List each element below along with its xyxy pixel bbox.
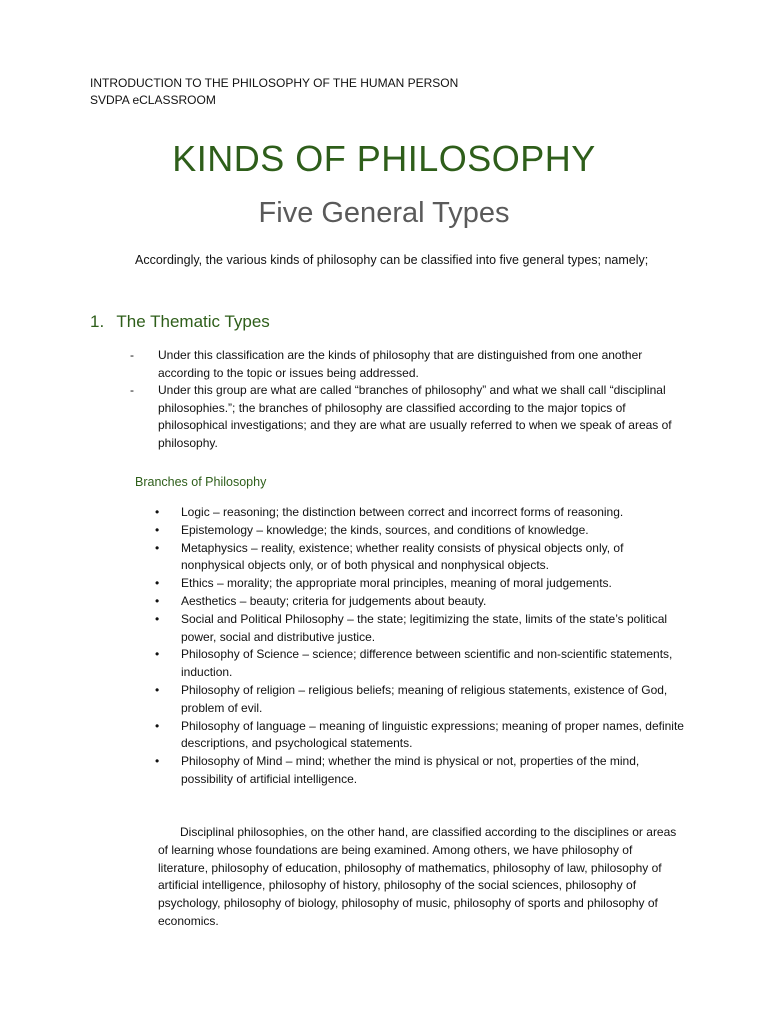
list-item [155,575,685,593]
list-item [155,540,685,576]
bullet-icon: • [155,611,160,626]
branch-text: Epistemology – knowledge; the kinds, sources, and conditions of knowledge. [181,522,589,537]
list-item [130,347,680,382]
section-title: The Thematic Types [116,312,270,331]
bullet-icon: • [155,647,160,662]
closing-paragraph: Disciplinal philosophies, on the other hand, are classified according to the disciplines or areas of learning whose foundations are being examined. Among others, we have philosophy of literature, philosophy of education, philosophy of mathematics, philosophy of law, philosophy of artificial intelligence, philosophy of history, philosophy of the social sciences, philosophy of psychology, philosophy of biology, philosophy of music, philosophy of sports and philosophy of economics. [158,825,677,928]
page-title: KINDS OF PHILOSOPHY [172,138,596,179]
bullet-icon: • [155,522,160,537]
bullet-icon: • [155,576,160,591]
branch-text: Philosophy of Mind – mind; whether the mind is physical or not, properties of the mind, possibility of artificial intelligence. [181,754,640,786]
bullet-icon: • [155,540,160,555]
branch-text: Philosophy of language – meaning of linguistic expressions; meaning of proper names, definite descriptions, and psychological statements. [181,718,684,751]
bullet-icon: • [155,593,160,608]
list-item [155,682,685,718]
branches-heading: Branches of Philosophy [135,475,267,489]
list-item [155,504,685,522]
branch-text: Aesthetics – beauty; criteria for judgements about beauty. [181,593,487,608]
list-item [155,753,685,789]
course-title: INTRODUCTION TO THE PHILOSOPHY OF THE HUMAN PERSON [90,76,459,90]
list-item [155,611,685,647]
list-item [130,382,680,452]
thematic-points-list [130,347,680,452]
section-heading-thematic-types [90,310,270,334]
page-subtitle: Five General Types [258,197,510,229]
branch-text: Metaphysics – reality, existence; whether reality consists of physical objects only, of nonphysical objects only, or of both physical and nonphysical objects. [181,540,624,573]
bullet-icon: • [155,754,160,769]
list-item-text: Under this classification are the kinds of philosophy that are distinguished from one another according to the topic or issues being addressed. [158,348,643,380]
branch-text: Philosophy of Science – science; difference between scientific and non-scientific statements, induction. [181,647,673,680]
bullet-icon: • [155,682,160,697]
list-item [155,522,685,540]
branch-text: Philosophy of religion – religious beliefs; meaning of religious statements, existence of God, problem of evil. [181,682,668,715]
intro-paragraph: Accordingly, the various kinds of philosophy can be classified into five general types; namely; [135,253,649,267]
branch-text: Ethics – morality; the appropriate moral principles, meaning of moral judgements. [181,576,612,591]
branch-text: Logic – reasoning; the distinction between correct and incorrect forms of reasoning. [181,505,624,519]
list-item [155,593,685,611]
classroom-name: SVDPA eCLASSROOM [90,93,216,107]
bullet-icon: • [155,718,160,733]
dash-marker: - [130,348,134,362]
list-item-text: Under this group are what are called “branches of philosophy” and what we shall call “disciplinal philosophies.”; the branches of philosophy are classified according to the major topics of philosophical investigations; and they are what are usually referred to when we speak of areas of philosophy. [158,383,672,450]
bullet-icon: • [155,505,160,519]
list-item [155,718,685,754]
list-item [155,646,685,682]
dash-marker: - [130,383,134,397]
branch-text: Social and Political Philosophy – the state; legitimizing the state, limits of the state’s political power, social and distributive justice. [181,611,668,644]
section-number: 1. [90,312,105,331]
branches-list [155,504,685,789]
